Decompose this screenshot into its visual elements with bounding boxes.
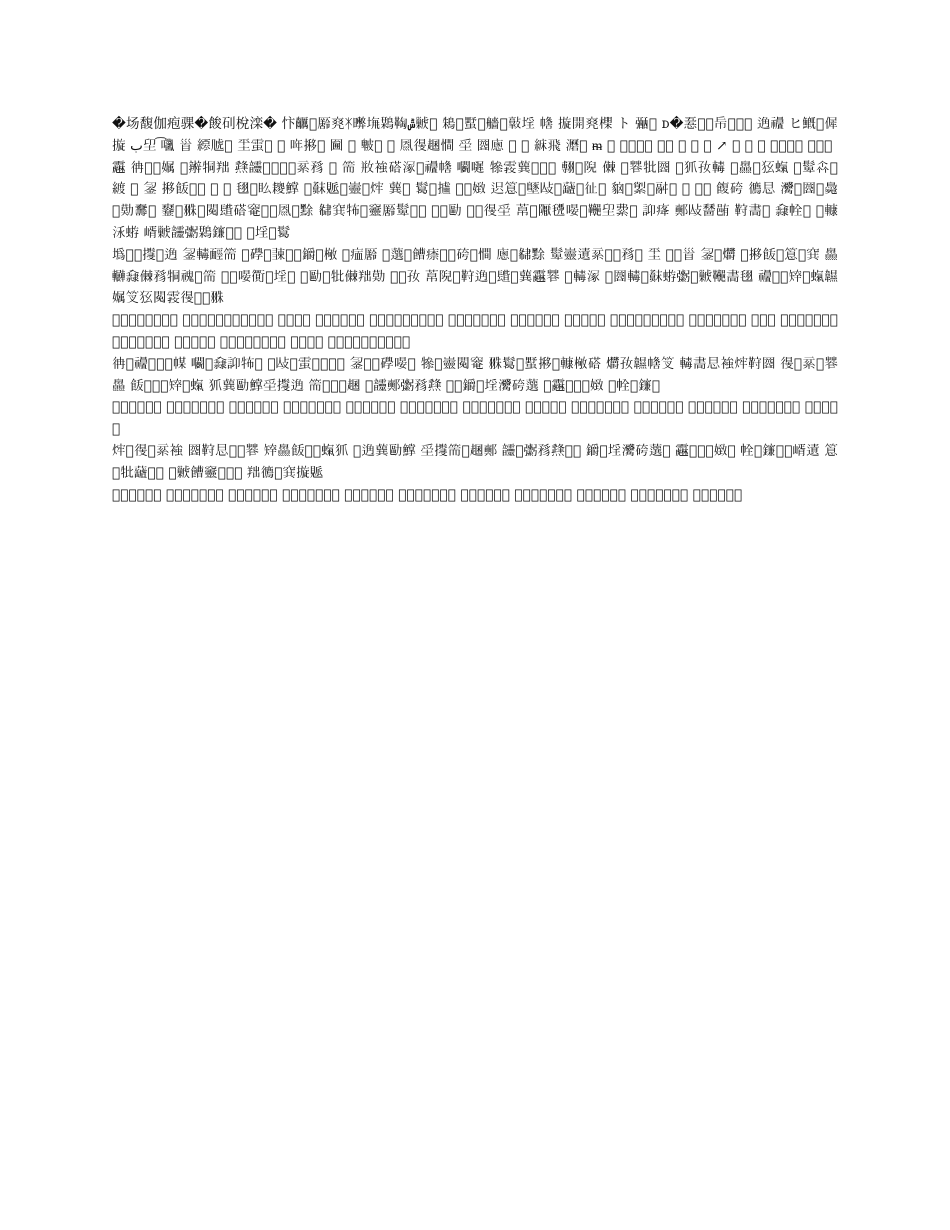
paragraph: 𣓽𢜋𥦩𦔕𧼐𣎮𤜶𨮄 𤉍𢓊𠁭𧚴𥑹𢷞𡑨𩈡𦑵𩻰𤛤 𡇻𧳄𨟛𢖇 𨒅𦂗𩖷𥩔𢹚𤅳 𩜲𡈇𨬥𢗭𠇊𦃨𩰫𠝈𣰜 𣗫𩑊𡂙𦀯𤑊𨎍𠢓 𦯤𢽌𥛓𨧏𤈇𩙱 𤵸𦺈𢀎𠺻𧺬 𥢿𨯇𡒿𤌙𩌖𢂘𦑿𠼄𡹲 𤯏𨣥𢀊𧂍𩆱𥭻𡟹 𢸉𨰜𦀄 𩨄𤇪𨓨𦋶𡄜𢙞𥍪 𧃘𩁳𡍉𥔽𤨗𢳄𦸿 𨖊𡩍𤘥𩲡𥿏 𣸾𢣫𧡒𦂀𡊗𨚼𥥡𤗧 𩞄𢫃𨲦𧭙 𡝼𥑞𩭧𣳛𤶰𨺙𢐡𦍦𤚋𥰝 — [112, 312, 838, 350]
paragraph: �场馥伽疱骒�餕矵梲滦� 忭𪙺𡑨𠫄𠅫ᛡ𣋹𡌖𪄃𩋃ݰ𢀊𦿨 鴸𪄘𧐓𩙪艢𦟿𣀦𡍛 𢄰 𢳄開𠅫𣝇 ト 𢐡𢗽 ᴅ�𢛤𠑨𡔌𢁹𤂳𡊠𣛩 𨓨𥜩 ヒ𩺺𠅧𠌬𢳄 ب𡊂 ͡𡆓 𩠐 𦄖𧆡𨼼 𡊞𧌙𡊗 ⋆ 哖𢴐𪐛 𡈇 𡋋 𤿾𢣫 𡓺 𠙗𢔠𧼐𢢀 𡋧 𡈘𢊕 𦀯 𥢿 𦀾𩙱 𤃹𩿮 ᵯ 𣞃 𠿯𢜋𡅠𨕆 𧘃𥏢 𩇰 𧰬 𡆵 ↗ 𠝈 𪔥 𡍉 𣯜𤓭𠫄𤳆 ⊀𥫢𢃱 — [112, 116, 838, 154]
paragraph: 𩭱𡹲𨖊𥰝𢣫𤘥 𧃘𦸿𡄜𨯇𢀊𩞄𥩔 𤨗𡝼𨣥𦍦𢖇𩨄 𥥡𢳄𧡒𤈇𡒿𨲦𦂗 𢸉𩁳𥭻𤵸𡊗𨺙 𦀄𢓊𧭙𩲡𤚋𡩍𥢿 𨚼𢗽𣳛𦔕𡈇𩙱𤗧 𥿏𢜋𧺬𨧏𡂙 𤶰𩖷𦰬𡍉𢑩𨒅𥑞 𧥴𢻲𤙅𨾁𡀬𩠇 𦯤𥦩𢚡𨵃𤛤𡿡 𩮂𢄰𨍛𥫢𡥃𦘘𤓭 𧐓𢴐𨎍𩏰𡂌 — [112, 399, 838, 438]
paragraph: 𩆱 𢓒𦸿𤳆𡠟 𦟿𤀲𤙓𦍦 𤑊𩑊𥪬𡂌𢚡𦉗𥾻𥍪 𪆡 𥬵 𢼶𧚴𥔽𣹞𡀬𥜩𢄰 𡆏𡂙 𤛤𩃂𦺈𤯏𦃨𠺻 𦑵𨷈𨺙 𠍷 𡝼𦯤𤘥𡈘 𣗫𤜶𡥃𨍛 𢣫𢀎𩙪𤝃𧎵 𠇊𩭧𠁭𤯏 𦂀 𤋾 𨥒 𢴐𩚿𢙞𣓽 𠝈 ⊀ 𣭜𤔯𥃼𦔕𩻰 𩠇𣝖𧡒𩨄𡿡𩌖𤉍 𦺈𡩍 𩮂𠝈𢸉 𨧏𤨗𡟹 𨒅𥰝𪄘𡒿𢻲𣊆𧃘𥭻𢓊𠇊 𧳄𨼼𦂗𤇪𩰫𢣫 𡩍 𢽌𠷲 𩜲𥑹 𢖇𢗭 𤅳𦸿𡈘𦋶𪂭 𣎮𠢓𦦾𦋶 𤫍𥑞𦐣𡑨𨵃𨲦𥔽𥦩𤗧𢫃𠙗𦑿𪑏 𢑩𥥡𤙅𨐉𥩔𠫄𩭧𦸿𡝼 𡇻𢑴𠢔 𦀄𠼄𢔠𡋧 𦰬𠖗𨽀𣰜𠹵𢷞𩎏𡊂𥿏𡄜 𧥴𤵸 𨟛𢻲𥢺𨚼 𩊦𦘘𨬥 𨾁𢂘𤄱 𥛓𨎍 𣳛𧌕 𡹲𢀊𩑊𢐾𪄃𨮄𢷞𣛤 𤌙𡍛𧺬𩮂 — [112, 159, 838, 241]
document-body — [112, 114, 838, 1114]
paragraph: 𤈇𡒿𨲦𦂗𢸉𩁳 𥭻𤵸𡊗𨺙𦀄𢓊𧭙 𩲡𤚋𡩍𥢿𨚼𢗽 𣳛𦔕𡈇𩙱𤗧𥿏𢜋 𧺬𨧏𡂙𤶰𩖷𦰬 𡍉𢑩𨒅𥑞𧥴𢻲𤙅 𨾁𡀬𩠇𦯤𥦩𢚡 𨵃𤛤𡿡𩮂𢄰𨍛𥫢 𡥃𦘘𤓭𧐓𢴐𨎍 𩏰𡂌𤉍𦟿𢔠𨼼𥾻 𧚴𡈘𩊦𢗭𤋾𨕆 — [112, 486, 743, 503]
paragraph: 𤉍𦟿𢔠𨼼𥾻𧚴 𡈘𩊦𢗭𤋾𨕆𦯤 𥏢𢀎𩚿𣎮𡑨𧎵𤜶 𢷞𨓨𦺈𠢔𩻰 𡋧𢹚𥬵𤯏𧼐𨟛 𩑊𡇻𢐾𥍪𤑊𦀯𢽌 𨰜𩌖𡍛𤅳𥑹𧂍𢙞 𩆱𨬥𤇪𦋶𡟹𥛓 𢂘𦑿𨮄𤌙𩭱𡹲𨖊 𥰝𢣫𤘥𧃘𦸿𡄜 𨯇𢀊𩞄𥩔𤨗𡝼𨣥 𦍦𢖇𩨄𥥡𢳄𧡒 — [112, 442, 838, 481]
paragraph: 𡐮𤚋𧢊𢹚𩍰𨓨 𨥒𨍛𩈡𥬵 𤈇𥗙𩁳𢑧𦛉𨣥𨰜𣸾𣕌 𠉗𤶰𠫄 𥑞𧂍𨊋𩞄𤸏𦛉𨯇𥑹𦃨𢢀 𢊕𨐉𢑩𪑏 𩭧𡿡𨖊𥾻𧭙𢫃𥍪𤔯 𡊞 𨕆𦿨𩠐 𨥒𧢊𤓭 𢣫𢴐𩚿𣒒𥰝𡶖𥥡 𢀎𨏲𨾁𠍷𥍪𤙓𩲡𩹘𥬵 𢰱𩭱𠹵𧘃𩿮𡍛𠷲 𣊆𠢔𨷈𤘥𠍷𦍦𠢓 𤳆𦟿𡥃 𦰬𨺙𡝼𩊦𨓨𢚡𨲦𥪬𦺈𩆱𦯤 𤯏𨍛𣹞 𢗽𡈘𨍛𨐉𣝖𧌕𢐾𠿯𢀊𩎏𦘘𣭜 𥜩𨼼𠖗𥏢𦑿𧎵𩏰 𡠟𥫢𤝃𨵃𩃂𢔠𨕆𤋾𦐣 — [112, 246, 838, 307]
paragraph: 𢓒𩿮𥜩𤔯𨷈𦟿𢃱 𡆏𣊆𨾁𧥴𤙅𩠇 𥪬𢻲𨐉𧌙𡀬𤳆𦉗𣛩 𨥒𩍰𢑴𥗙𠹵𧢊 𤛤𢚡𡿡𨵃𥦩 𦐣𩮂𤄱𧐓𢴐𡂌𨎍𣕌𥔽 𤓭𡥃𩏰𢄰𥫢 𨍛𦘘𢗭𧚴𤉍𩊦𡈘 𢔠𨼼𥾻𤋾𦯤𢀎 𩚿𣎮𡑨𨕆𥏢𢷞𧎵 𤜶𦺈𠢔𩻰𡋧𢹚𨓨 𥬵𢫃𦃨𤯏𧼐 𡇻𩑊𨟛𢐾𥍪𤑊 𦀯𢽌𨰜𩌖𡍛𤅳𥑹𧂍 𢙞𩆱𨬥𤇪𦋶𡟹 𥛓𢂘𦑿𨮄𤌙 — [112, 355, 838, 394]
